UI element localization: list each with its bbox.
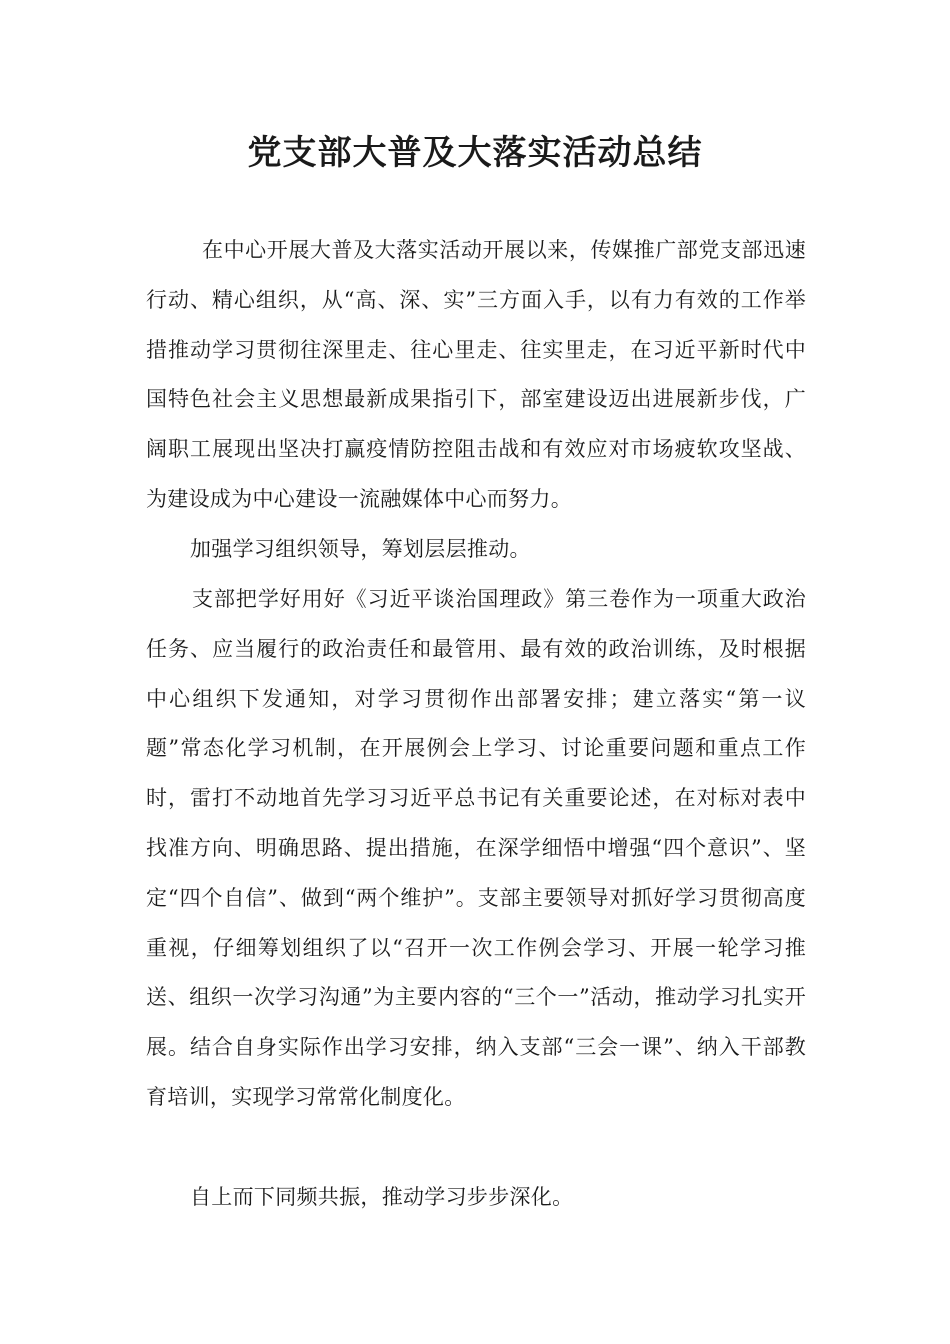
paragraph-study-arrangement: 支部把学好用好《习近平谈治国理政》第三卷作为一项重大政治任务、应当履行的政治责任和最管用、最有效的政治训练，及时根据中心组织下发通知，对学习贯彻作出部署安排；建立落实“第一议题”常态化学习机制，在开展例会上学习、讨论重要问题和重点工作时，雷打不动地首先学习习近平总书记有关重要论述，在对标对表中找准方向、明确思路、提出措施，在深学细悟中增强“四个意识”、坚定“四个自信”、做到“两个维护”。支部主要领导对抓好学习贯彻高度重视，仔细筹划组织了以“召开一次工作例会学习、开展一轮学习推送、组织一次学习沟通”为主要内容的“三个一”活动，推动学习扎实开展。结合自身实际作出学习安排，纳入支部“三会一课”、纳入干部教育培训，实现学习常常化制度化。 xyxy=(146,587,806,1109)
paragraph-intro: 在中心开展大普及大落实活动开展以来，传媒推广部党支部迅速行动、精心组织，从“高、深、实”三方面入手，以有力有效的工作举措推动学习贯彻往深里走、往心里走、往实里走，在习近平新时代中国特色社会主义思想最新成果指引下，部室建设迈出进展新步伐，广阔职工展现出坚决打赢疫情防控阻击战和有效应对市场疲软攻坚战、为建设成为中心建设一流融媒体中心而努力。 xyxy=(146,238,806,511)
document-title: 党支部大普及大落实活动总结 xyxy=(247,133,703,173)
section-heading-resonance: 自上而下同频共振，推动学习步步深化。 xyxy=(190,1185,574,1209)
section-heading-organization: 加强学习组织领导，筹划层层推动。 xyxy=(190,537,531,561)
